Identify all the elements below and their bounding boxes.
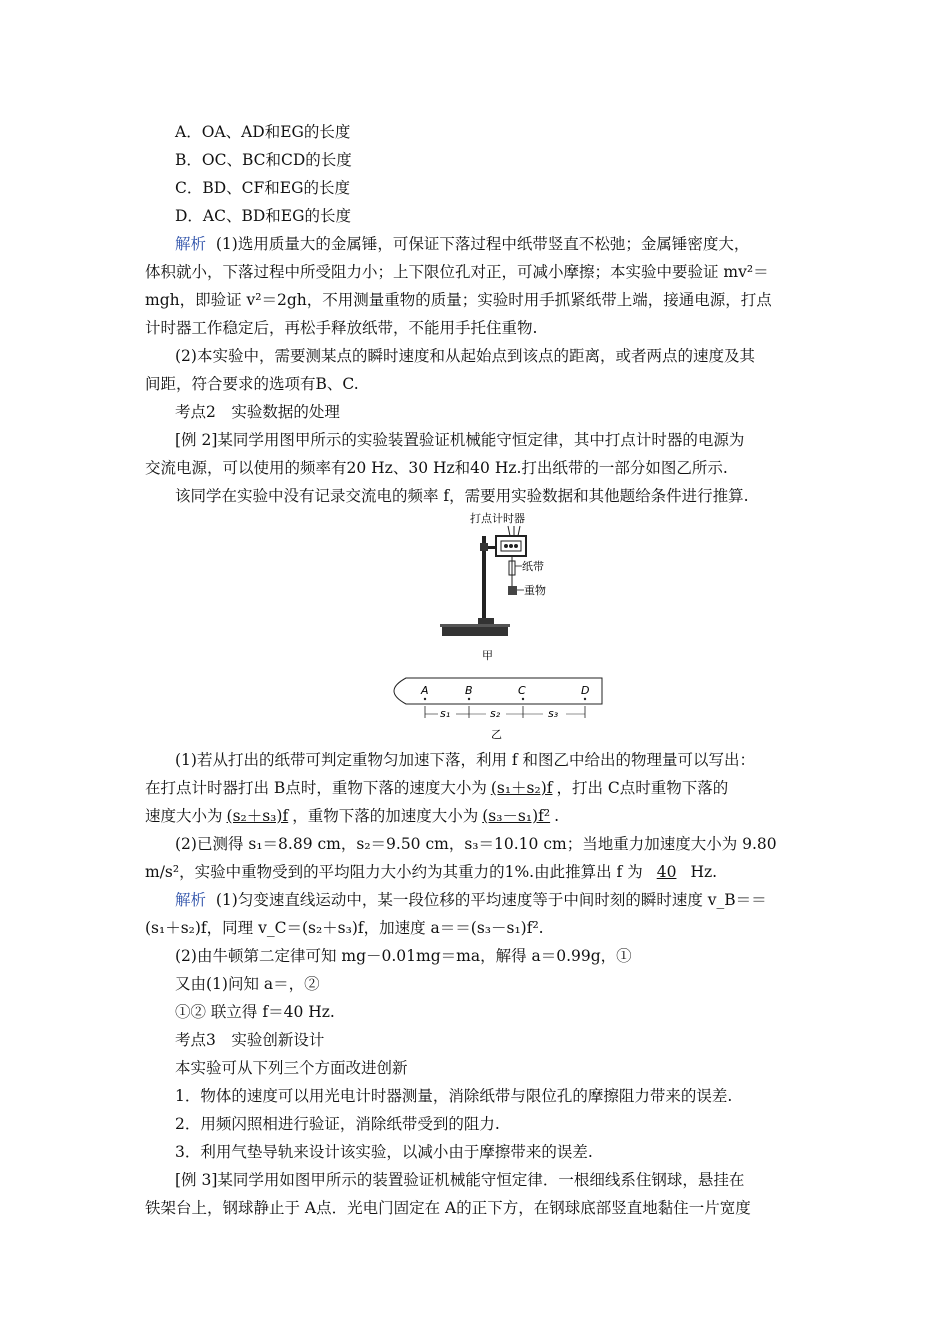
q2-text: m/s²，实验中重物受到的平均阻力大小约为其重力的1%.由此推算出 f 为 xyxy=(145,863,643,881)
analysis-label: 解析 xyxy=(175,235,207,253)
q1-line-1: (1)若从打出的纸带可判定重物匀加速下落，利用 f 和图乙中给出的物理量可以写出： xyxy=(175,751,756,769)
answer-a: (s₃－s₁)f² xyxy=(482,807,551,825)
caption-yi: 乙 xyxy=(491,728,502,741)
analysis-2-line-2: (s₁＋s₂)f，同理 v_C＝(s₂＋s₃)f，加速度 a＝＝(s₃－s₁)f². xyxy=(145,919,544,937)
segment-s1: s₁ xyxy=(440,707,451,720)
analysis-1-line-5: (2)本实验中，需要测某点的瞬时速度和从起始点到该点的距离，或者两点的速度及其 xyxy=(175,347,755,365)
tape-label: 纸带 xyxy=(522,560,544,573)
option-c: C．BD、CF和EG的长度 xyxy=(175,179,350,197)
q1-text: . xyxy=(554,807,560,825)
analysis-text: (1)选用质量大的金属锤，可保证下落过程中纸带竖直不松弛；金属锤密度大， xyxy=(215,235,750,253)
section-heading-3: 考点3 实验创新设计 xyxy=(175,1031,325,1049)
point-c: C xyxy=(518,684,526,697)
example-3-line-2: 铁架台上，钢球静止于 A点．光电门固定在 A的正下方，在钢球底部竖直地黏住一片宽度 xyxy=(145,1199,751,1217)
segment-s3: s₃ xyxy=(548,707,559,720)
q2-text: Hz. xyxy=(690,863,718,881)
q2-line-1: (2)已测得 s₁＝8.89 cm，s₂＝9.50 cm，s₃＝10.10 cm；当地重力加速度大小为 9.80 xyxy=(175,835,777,853)
option-b: B．OC、BC和CD的长度 xyxy=(175,151,352,169)
example-2-line-3: 该同学在实验中没有记录交流电的频率 f，需要用实验数据和其他题给条件进行推算. xyxy=(175,487,749,505)
point-d: D xyxy=(581,684,590,697)
innovation-item-2: 2．用频闪照相进行验证，消除纸带受到的阻力. xyxy=(175,1115,500,1133)
answer-f: 40 xyxy=(656,863,677,881)
analysis-2-line-5: ①② 联立得 f＝40 Hz. xyxy=(175,1003,335,1021)
answer-vc: (s₂＋s₃)f xyxy=(226,807,289,825)
example-2-line-1: [例 2]某同学用图甲所示的实验装置验证机械能守恒定律，其中打点计时器的电源为 xyxy=(175,431,745,449)
innovation-item-1: 1．物体的速度可以用光电计时器测量，消除纸带与限位孔的摩擦阻力带来的误差. xyxy=(175,1087,733,1105)
point-b: B xyxy=(465,684,473,697)
option-a: A．OA、AD和EG的长度 xyxy=(175,123,351,141)
q1-line-3 xyxy=(145,806,559,826)
analysis-2-line-1 xyxy=(175,890,767,910)
q2-line-2 xyxy=(145,862,717,882)
analysis-text: (1)匀变速直线运动中，某一段位移的平均速度等于中间时刻的瞬时速度 v_B＝＝ xyxy=(215,891,767,909)
answer-vb: (s₁＋s₂)f xyxy=(490,779,553,797)
timer-label: 打点计时器 xyxy=(470,512,525,525)
example-3-line-1: [例 3]某同学用如图甲所示的装置验证机械能守恒定律．一根细线系住钢球，悬挂在 xyxy=(175,1171,745,1189)
analysis-1-line-3: mgh，即验证 v²＝2gh，不用测量重物的质量；实验时用手抓紧纸带上端，接通电源，打点 xyxy=(145,291,772,309)
example-2-line-2: 交流电源，可以使用的频率有20 Hz、30 Hz和40 Hz.打出纸带的一部分如图乙所示. xyxy=(145,459,728,477)
point-a: A xyxy=(421,684,429,697)
analysis-2-line-4: 又由(1)问知 a＝，② xyxy=(175,975,320,993)
analysis-1-line-2: 体积就小，下落过程中所受阻力小；上下限位孔对正，可减小摩擦；本实验中要验证 mv²＝ xyxy=(145,263,769,281)
analysis-1-line-4: 计时器工作稳定后，再松手释放纸带，不能用手托住重物. xyxy=(145,319,538,337)
caption-jia: 甲 xyxy=(482,649,493,662)
analysis-1-line-1 xyxy=(175,234,749,254)
section-heading-2: 考点2 实验数据的处理 xyxy=(175,403,340,421)
q1-text: 在打点计时器打出 B点时，重物下落的速度大小为 xyxy=(145,779,487,797)
q1-text: ，打出 C点时重物下落的 xyxy=(556,779,729,797)
innovation-item-3: 3．利用气垫导轨来设计该实验，以减小由于摩擦带来的误差. xyxy=(175,1143,593,1161)
q1-text: ，重物下落的加速度大小为 xyxy=(292,807,479,825)
analysis-label: 解析 xyxy=(175,891,207,909)
innovation-intro: 本实验可从下列三个方面改进创新 xyxy=(175,1059,408,1077)
weight-label: 重物 xyxy=(524,584,546,597)
option-d: D．AC、BD和EG的长度 xyxy=(175,207,351,225)
analysis-2-line-3: (2)由牛顿第二定律可知 mg－0.01mg＝ma，解得 a＝0.99g，① xyxy=(175,947,632,965)
figure-jia xyxy=(430,506,580,666)
analysis-1-line-6: 间距，符合要求的选项有B、C. xyxy=(145,375,359,393)
figure-yi xyxy=(378,672,608,742)
q1-line-2 xyxy=(145,778,728,798)
q1-text: 速度大小为 xyxy=(145,807,223,825)
segment-s2: s₂ xyxy=(490,707,501,720)
